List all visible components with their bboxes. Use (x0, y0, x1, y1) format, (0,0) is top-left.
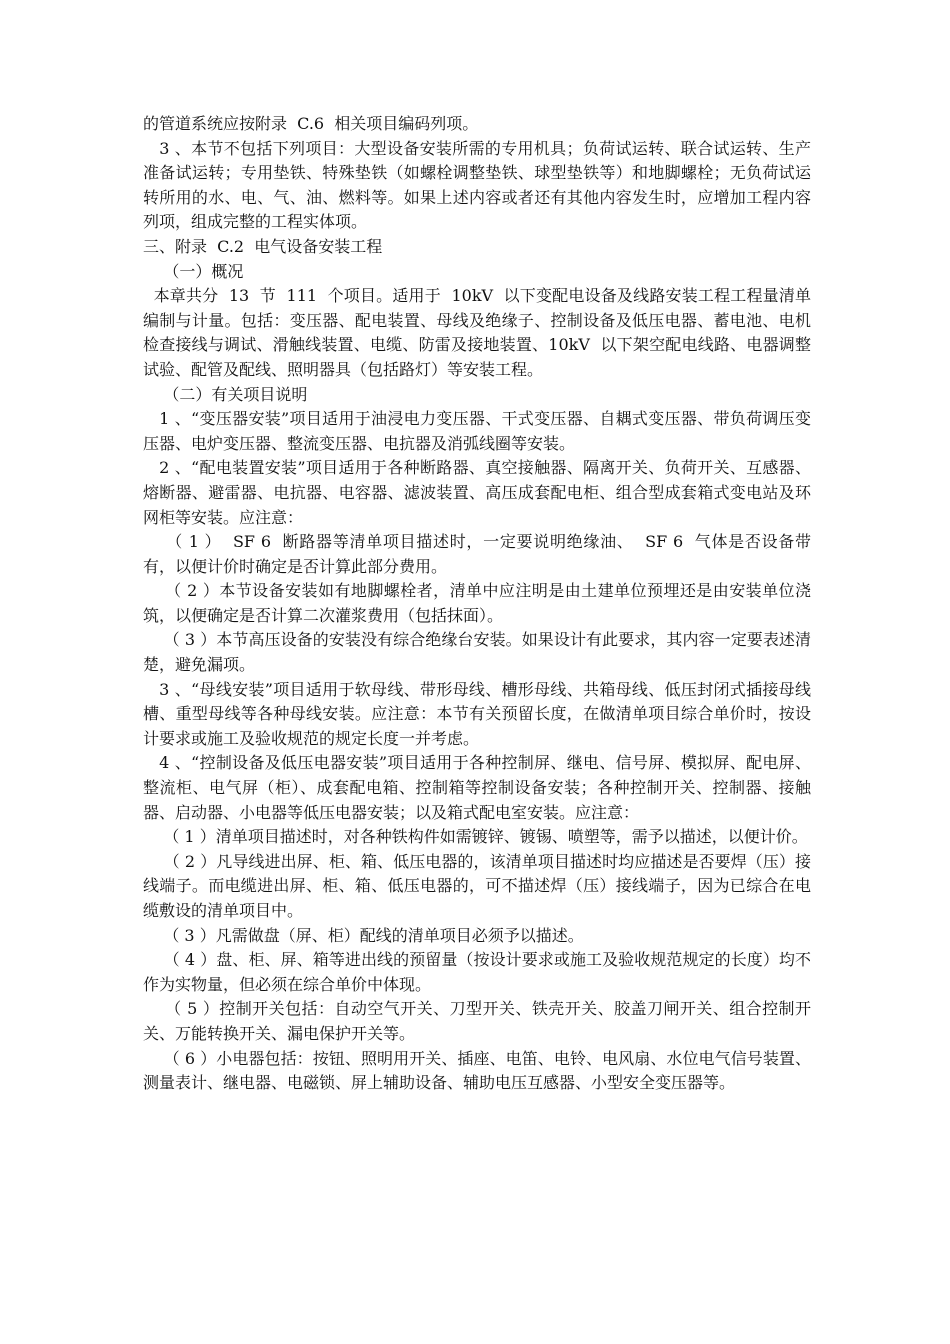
list-item: （ 4 ）盘、柜、屏、箱等进出线的预留量（按设计要求或施工及验收规范规定的长度）均不作为实物量，但必须在综合单价中体现。 (143, 950, 812, 994)
section-heading: 三、附录 C.2 电气设备安装工程 (143, 236, 383, 256)
list-item: （ 2 ）凡导线进出屏、柜、箱、低压电器的，该清单项目描述时均应描述是否要焊（压）接线端子。而电缆进出屏、柜、箱、低压电器的，可不描述焊（压）接线端子，因为已综合在电缆敷设的清单项目中。 (143, 851, 812, 920)
subsection-heading: （二）有关项目说明 (143, 384, 308, 404)
paragraph: 3 、本节不包括下列项目：大型设备安装所需的专用机具；负荷试运转、联合试运转、生产准备试运转；专用垫铁、特殊垫铁（如螺栓调整垫铁、球型垫铁等）和地脚螺栓；无负荷试运转所用的水、电、气、油、燃料等。如果上述内容或者还有其他内容发生时，应增加工程内容列项，组成完整的工程实体项。 (143, 138, 811, 232)
subsection-heading: （一）概况 (143, 261, 244, 281)
paragraph: 4 、“控制设备及低压电器安装”项目适用于各种控制屏、继电、信号屏、模拟屏、配电屏、整流柜、电气屏（柜）、成套配电箱、控制箱等控制设备安装；各种控制开关、控制器、接触器、启动器、小电器等低压电器安装；以及箱式配电室安装。应注意： (143, 753, 811, 822)
paragraph: 1 、“变压器安装”项目适用于油浸电力变压器、干式变压器、自耦式变压器、带负荷调压变压器、电炉变压器、整流变压器、电抗器及消弧线圈等安装。 (143, 409, 811, 453)
list-item: （ 1 ）清单项目描述时，对各种铁构件如需镀锌、镀锡、喷塑等，需予以描述，以便计价。 (143, 827, 808, 847)
paragraph: 3 、“母线安装”项目适用于软母线、带形母线、槽形母线、共箱母线、低压封闭式插接母线槽、重型母线等各种母线安装。应注意：本节有关预留长度，在做清单项目综合单价时，按设计要求或施工及验收规范的规定长度一并考虑。 (143, 679, 811, 748)
list-item: （ 3 ）凡需做盘（屏、柜）配线的清单项目必须予以描述。 (143, 925, 584, 945)
document-body (143, 112, 811, 1096)
paragraph: 本章共分 13 节 111 个项目。适用于 10kV 以下变配电设备及线路安装工程工程量清单编制与计量。包括：变压器、配电装置、母线及绝缘子、控制设备及低压电器、蓄电池、电机检查接线与调试、滑触线装置、电缆、防雷及接地装置、10kV 以下架空配电线路、电器调整试验、配管及配线、照明器具（包括路灯）等安装工程。 (143, 286, 812, 379)
list-item: （ 3 ）本节高压设备的安装没有综合绝缘台安装。如果设计有此要求，其内容一定要表述清楚，避免漏项。 (143, 630, 812, 675)
list-item: （ 1 ） SF 6 断路器等清单项目描述时，一定要说明绝缘油、 SF 6 气体是否设备带有，以便计价时确定是否计算此部分费用。 (143, 532, 811, 576)
list-item: （ 2 ）本节设备安装如有地脚螺栓者，清单中应注明是由土建单位预埋还是由安装单位浇筑，以便确定是否计算二次灌浆费用（包括抹面）。 (143, 581, 811, 625)
paragraph: 的管道系统应按附录 C.6 相关项目编码列项。 (143, 114, 479, 133)
list-item: （ 6 ）小电器包括：按钮、照明用开关、插座、电笛、电铃、电风扇、水位电气信号装置、测量表计、继电器、电磁锁、屏上辅助设备、辅助电压互感器、小型安全变压器等。 (143, 1048, 812, 1093)
paragraph: 2 、“配电装置安装”项目适用于各种断路器、真空接触器、隔离开关、负荷开关、互感器、熔断器、避雷器、电抗器、电容器、滤波装置、高压成套配电柜、组合型成套箱式变电站及环网柜等安装。应注意： (143, 458, 811, 527)
list-item: （ 5 ）控制开关包括：自动空气开关、刀型开关、铁壳开关、胶盖刀闸开关、组合控制开关、万能转换开关、漏电保护开关等。 (143, 999, 811, 1043)
